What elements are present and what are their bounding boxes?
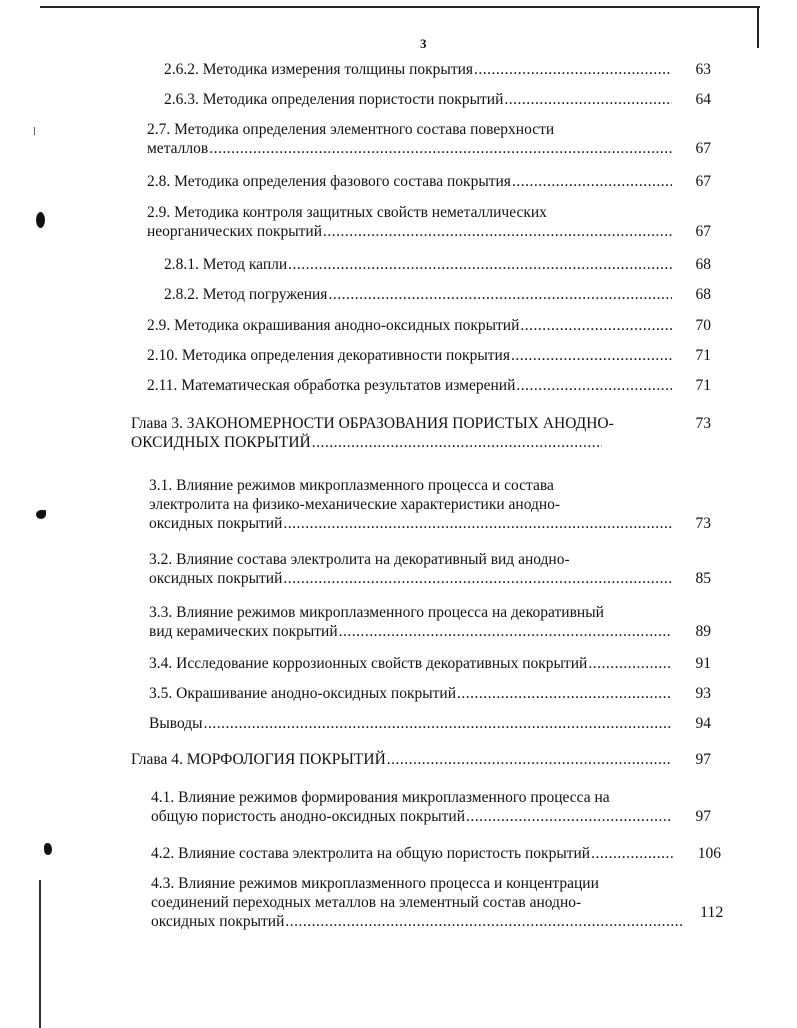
- toc-entry: [149, 654, 711, 673]
- toc-page-number: 112: [700, 904, 724, 921]
- toc-entry-text: 2.8.1. Метод капли: [164, 256, 288, 273]
- toc-entry: [164, 90, 711, 109]
- toc-entry-text: 3.4. Исследование коррозионных свойств декоративных покрытий: [149, 655, 588, 672]
- binding-hole-mark: [36, 510, 46, 519]
- toc-page-number: 106: [697, 845, 721, 862]
- toc-entry-text: неорганических покрытий: [147, 223, 322, 240]
- toc-entry-text: 4.3. Влияние режимов микроплазменного процесса и концентрации: [151, 875, 599, 892]
- toc-entry: [147, 316, 711, 335]
- toc-page-number: 73: [695, 515, 711, 532]
- toc-page-number: 91: [695, 655, 711, 672]
- toc-entry: [164, 60, 711, 79]
- toc-page-number: 63: [695, 61, 711, 78]
- toc-entry: [147, 203, 711, 241]
- page-number: 3: [420, 36, 427, 51]
- toc-leader: [516, 376, 672, 395]
- toc-page-number: 70: [695, 317, 711, 334]
- toc-page-number: 67: [695, 173, 711, 190]
- toc-entry-text: ОКСИДНЫХ ПОКРЫТИЙ: [131, 434, 311, 451]
- toc-entry-text: Выводы: [149, 715, 203, 732]
- binding-hole-mark: [44, 843, 52, 855]
- toc-leader: [323, 222, 672, 241]
- toc-entry-text: 2.9. Методика окрашивания анодно-оксидных покрытий: [147, 317, 520, 334]
- toc-entry: [149, 550, 711, 588]
- toc-entry-text: оксидных покрытий: [149, 570, 283, 587]
- toc-entry: [151, 788, 711, 826]
- toc-page-number: 67: [695, 223, 711, 240]
- toc-leader: [504, 90, 672, 109]
- toc-leader: [591, 844, 674, 863]
- toc-chapter-entry: [131, 414, 711, 452]
- toc-leader: [387, 750, 672, 769]
- toc-entry-text: 2.11. Математическая обработка результатов измерений: [147, 377, 516, 394]
- page-top-edge: [40, 6, 760, 8]
- toc-entry-text: Глава 4. МОРФОЛОГИЯ ПОКРЫТИЙ: [131, 751, 386, 768]
- toc-leader: [209, 139, 672, 158]
- toc-entry-text: 2.6.2. Методика измерения толщины покрытия: [164, 61, 474, 78]
- toc-entry-text: общую пористость анодно-оксидных покрытий: [151, 808, 466, 825]
- toc-entry: [164, 285, 711, 304]
- toc-leader: [285, 912, 682, 931]
- toc-page-number: 97: [695, 808, 711, 825]
- toc-entry: [149, 476, 711, 533]
- toc-leader: [312, 433, 602, 452]
- toc-entry-text: 3.2. Влияние состава электролита на декоративный вид анодно-: [149, 551, 570, 568]
- toc-entry: [149, 714, 711, 733]
- toc-entry-text: 4.2. Влияние состава электролита на общую пористость покрытий: [151, 845, 591, 862]
- toc-entry: [149, 684, 711, 703]
- toc-entry: [147, 376, 711, 395]
- toc-entry-text: 2.10. Методика определения декоративности покрытия: [147, 347, 510, 364]
- toc-leader: [588, 654, 672, 673]
- toc-entry-text: 2.9. Методика контроля защитных свойств неметаллических: [147, 204, 547, 221]
- toc-leader: [204, 714, 672, 733]
- toc-page-number: 64: [695, 91, 711, 108]
- toc-entry-text: электролита на физико-механические характеристики анодно-: [149, 496, 561, 513]
- scan-tick-mark: [34, 127, 35, 135]
- toc-entry-text: оксидных покрытий: [151, 913, 285, 930]
- toc-entry-text: 2.7. Методика определения элементного состава поверхности: [147, 121, 555, 138]
- toc-leader: [511, 346, 672, 365]
- toc-page-number: 85: [695, 570, 711, 587]
- toc-entry-text: 2.8. Методика определения фазового состава покрытия: [147, 173, 511, 190]
- toc-page-number: 89: [695, 623, 711, 640]
- toc-leader: [520, 316, 672, 335]
- toc-leader: [474, 60, 672, 79]
- toc-entry: [147, 346, 711, 365]
- binding-hole-mark: [36, 212, 45, 228]
- toc-entry-text: вид керамических покрытий: [149, 623, 338, 640]
- toc-leader: [339, 622, 672, 641]
- toc-leader: [288, 255, 672, 274]
- toc-page-number: 97: [695, 751, 711, 768]
- toc-entry: [147, 172, 711, 191]
- toc-entry-text: 2.8.2. Метод погружения: [164, 286, 328, 303]
- page-right-edge: [757, 6, 759, 48]
- toc-leader: [283, 514, 672, 533]
- toc-leader: [512, 172, 672, 191]
- toc-chapter-entry: [131, 750, 711, 769]
- toc-page-number: 71: [695, 377, 711, 394]
- toc-entry-text: 3.1. Влияние режимов микроплазменного процесса и состава: [149, 477, 554, 494]
- toc-leader: [466, 807, 672, 826]
- toc-entry-text: 2.6.3. Методика определения пористости покрытий: [164, 91, 504, 108]
- toc-page-number: 73: [695, 415, 711, 432]
- toc-page-number: 68: [695, 286, 711, 303]
- toc-leader: [283, 569, 672, 588]
- toc-entry-text: 4.1. Влияние режимов формирования микроплазменного процесса на: [151, 789, 610, 806]
- toc-page-number: 71: [695, 347, 711, 364]
- toc-entry: [164, 255, 711, 274]
- toc-entry-text: оксидных покрытий: [149, 515, 283, 532]
- toc-leader: [328, 285, 672, 304]
- toc-page-number: 93: [695, 685, 711, 702]
- toc-entry-text: металлов: [147, 140, 209, 157]
- toc-page-number: 68: [695, 256, 711, 273]
- toc-entry: [151, 844, 721, 863]
- toc-entry-text: 3.3. Влияние режимов микроплазменного процесса на декоративный: [149, 604, 604, 621]
- toc-page-number: 94: [695, 715, 711, 732]
- page-left-edge: [39, 880, 41, 1028]
- toc-entry-text: соединений переходных металлов на элементный состав анодно-: [151, 894, 582, 911]
- toc-entry-text: 3.5. Окрашивание анодно-оксидных покрытий: [149, 685, 457, 702]
- toc-entry-text: Глава 3. ЗАКОНОМЕРНОСТИ ОБРАЗОВАНИЯ ПОРИСТЫХ АНОДНО-: [131, 415, 614, 432]
- toc-entry: [149, 603, 711, 641]
- toc-leader: [457, 684, 672, 703]
- toc-entry: [151, 874, 683, 931]
- toc-page-number: 67: [695, 140, 711, 157]
- toc-entry: [147, 120, 711, 158]
